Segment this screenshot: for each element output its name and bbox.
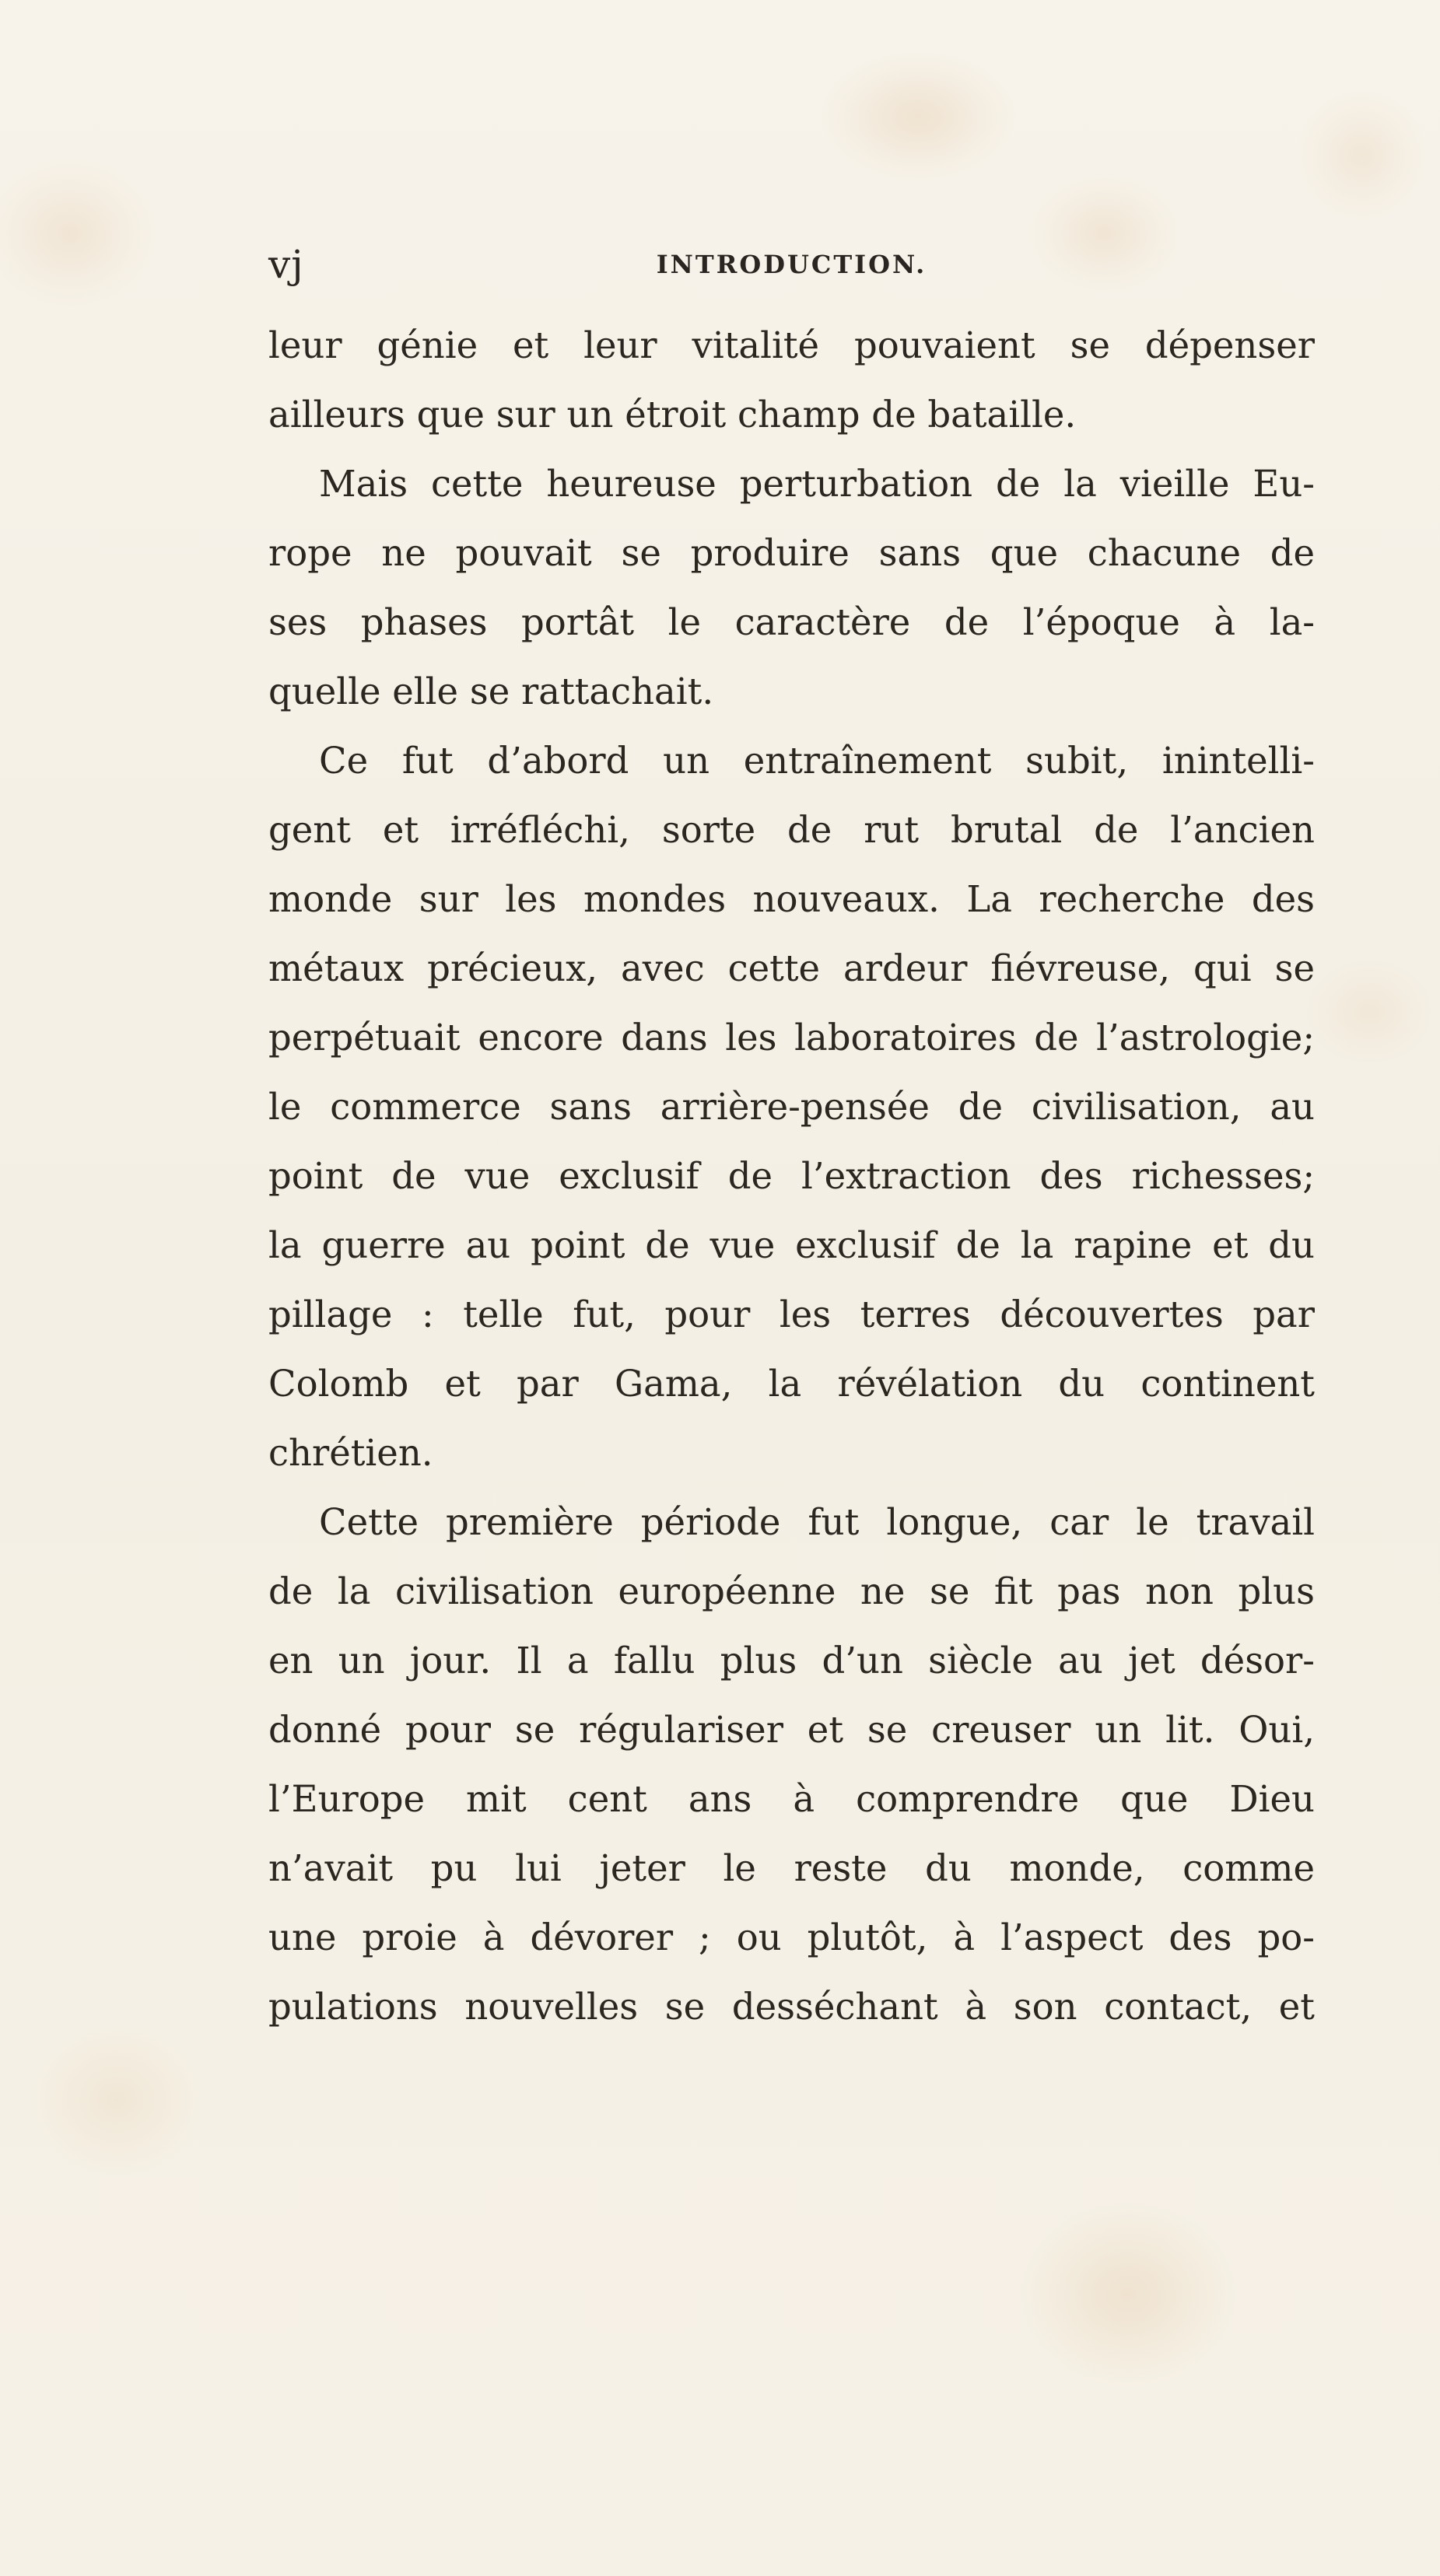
text-line: le commerce sans arrière-pensée de civilisation, au (268, 1086, 1315, 1128)
text-line: perpétuait encore dans les laboratoires de l’astrologie; (268, 1017, 1315, 1059)
page-number: vj (268, 242, 304, 287)
paragraph-1 (268, 311, 1315, 450)
text-line: rope ne pouvait se produire sans que chacune de (268, 532, 1315, 574)
text-line: pulations nouvelles se desséchant à son contact, et (268, 1986, 1315, 2028)
text-line: Mais cette heureuse perturbation de la vieille Eu- (319, 463, 1315, 505)
text-line: métaux précieux, avec cette ardeur fiévreuse, qui se (268, 947, 1315, 989)
text-line: en un jour. Il a fallu plus d’un siècle au jet désor- (268, 1640, 1315, 1682)
text-line: pillage : telle fut, pour les terres découvertes par (268, 1293, 1315, 1335)
text-line: une proie à dévorer ; ou plutôt, à l’aspect des po- (268, 1916, 1315, 1958)
text-line: Ce fut d’abord un entraînement subit, inintelli- (319, 740, 1315, 782)
text-line: de la civilisation européenne ne se fit pas non plus (268, 1570, 1315, 1612)
text-line: Colomb et par Gama, la révélation du continent (268, 1363, 1315, 1405)
text-line: gent et irréfléchi, sorte de rut brutal de l’ancien (268, 809, 1315, 851)
text-line: la guerre au point de vue exclusif de la rapine et du (268, 1224, 1315, 1266)
paragraph-2 (268, 450, 1315, 726)
text-line: ailleurs que sur un étroit champ de bataille. (268, 394, 1077, 436)
text-line: donné pour se régulariser et se creuser un lit. Oui, (268, 1709, 1315, 1751)
text-line: leur génie et leur vitalité pouvaient se dépenser (268, 324, 1315, 366)
text-line: ses phases portât le caractère de l’époque à la- (268, 601, 1315, 643)
paragraph-4 (268, 1488, 1315, 2042)
running-head (268, 241, 1315, 288)
text-line: quelle elle se rattachait. (268, 670, 714, 712)
text-line: point de vue exclusif de l’extraction des richesses; (268, 1155, 1315, 1197)
paragraph-3 (268, 726, 1315, 1488)
text-line: l’Europe mit cent ans à comprendre que Dieu (268, 1778, 1315, 1820)
text-line: n’avait pu lui jeter le reste du monde, comme (268, 1847, 1315, 1889)
body-text (268, 311, 1315, 2042)
text-line: chrétien. (268, 1432, 433, 1474)
text-line: Cette première période fut longue, car le travail (319, 1501, 1315, 1543)
text-line: monde sur les mondes nouveaux. La recherche des (268, 878, 1315, 920)
running-title: INTRODUCTION. (656, 250, 927, 279)
